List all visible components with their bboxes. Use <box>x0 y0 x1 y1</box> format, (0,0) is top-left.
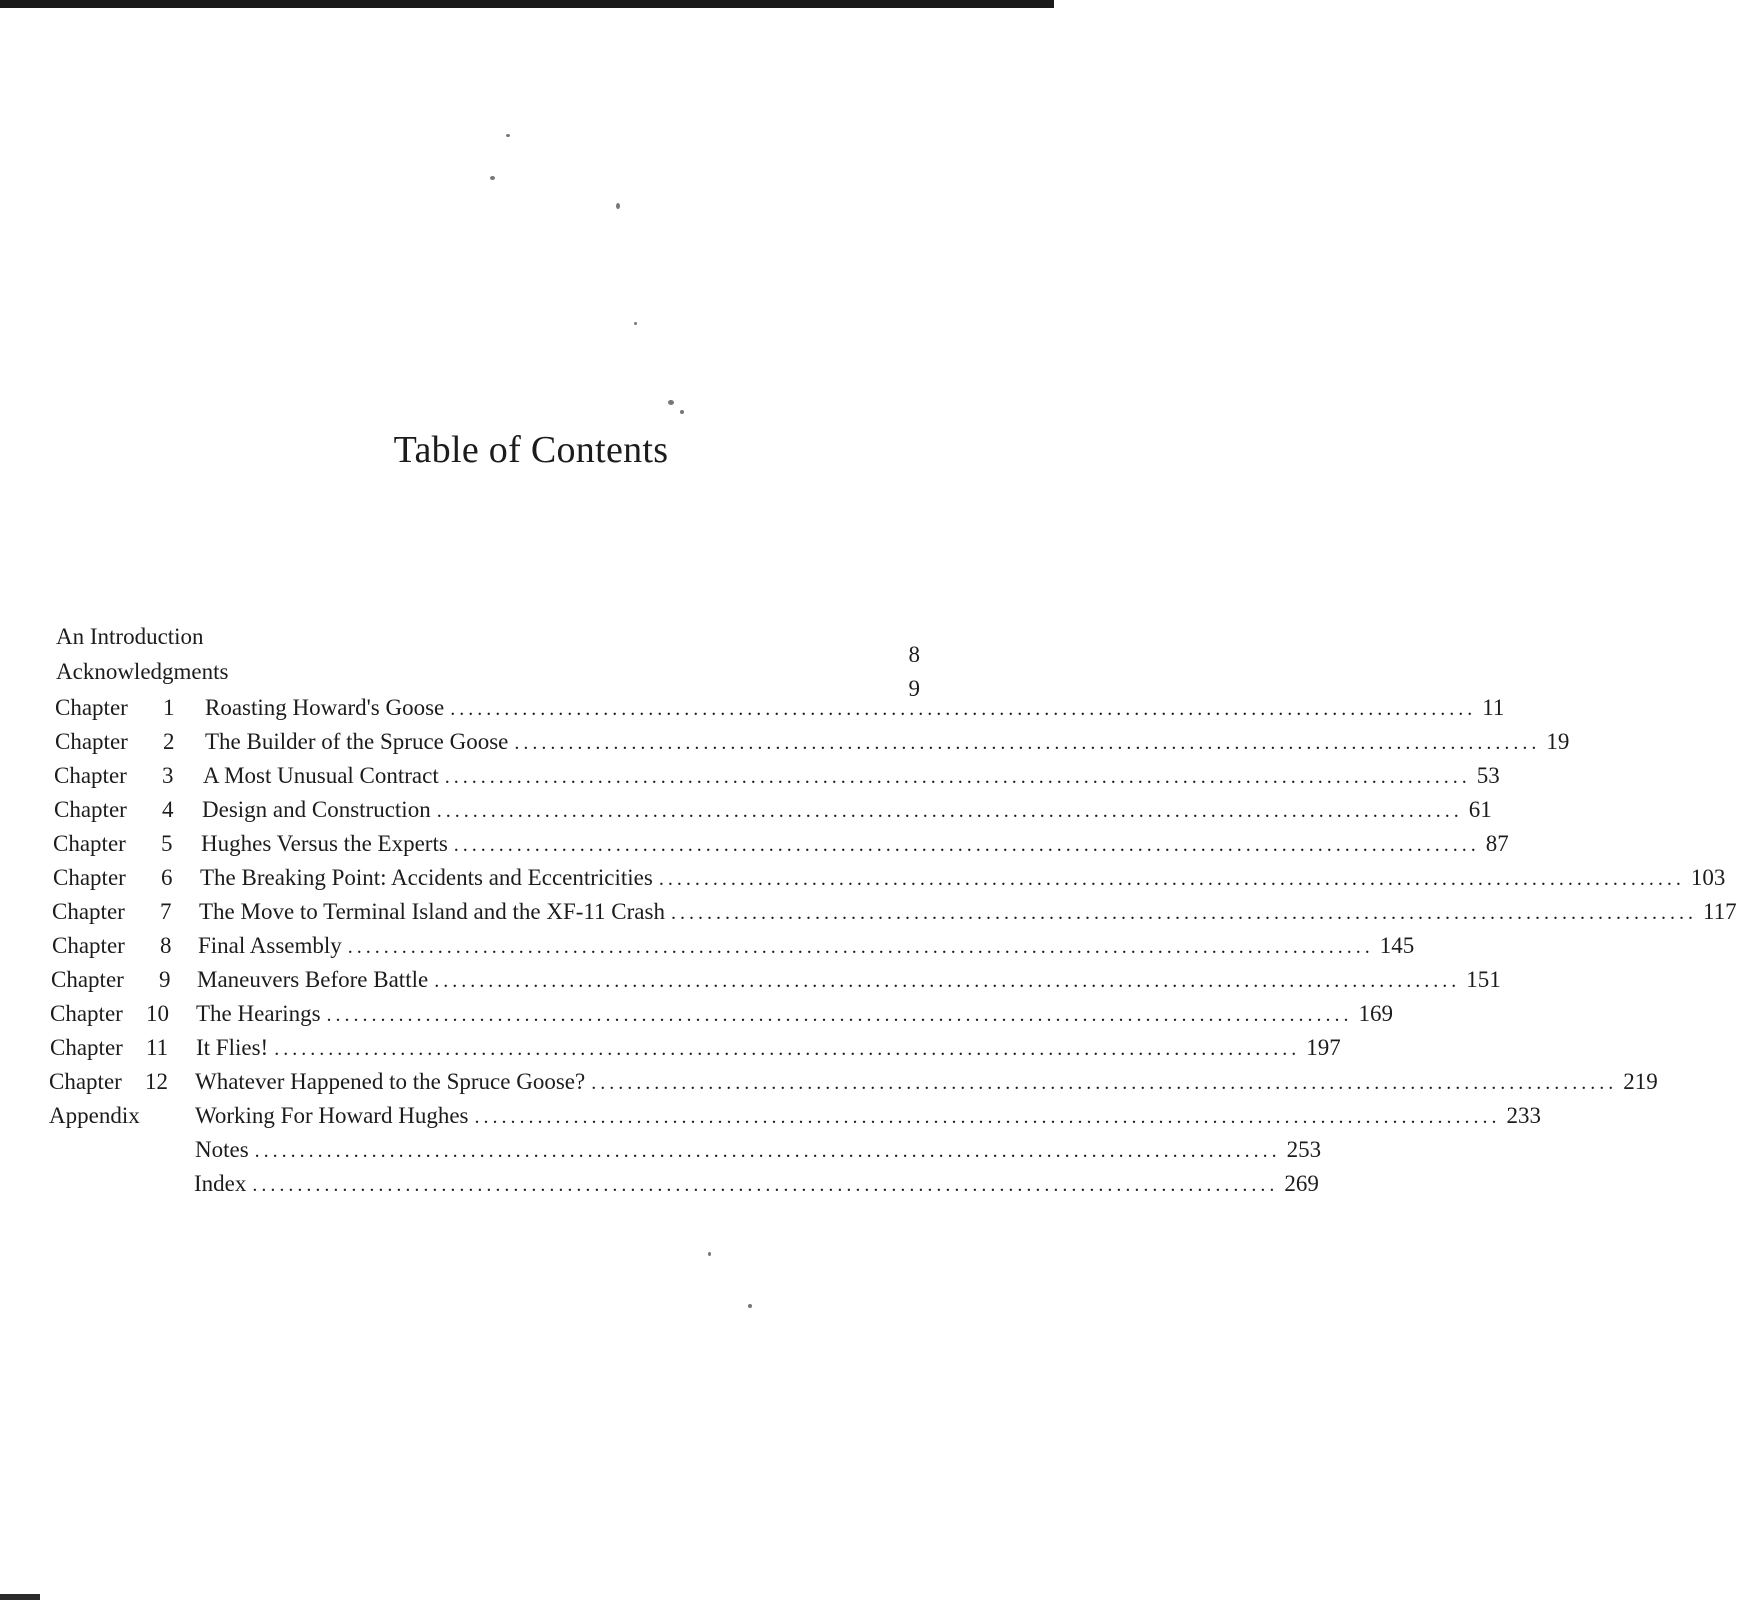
toc-entry-number: 3 <box>162 763 174 788</box>
dot-leader: .................................................................................................................. <box>450 698 1477 720</box>
toc-entry-label: Chapter <box>53 865 126 890</box>
toc-entry-label: Chapter <box>54 763 127 788</box>
toc-entry-label: Appendix <box>49 1103 140 1128</box>
dot-leader: .................................................................................................................. <box>326 1004 1353 1026</box>
toc-entry-title: It Flies! <box>196 1035 269 1060</box>
toc-entry-number: 5 <box>161 831 173 856</box>
toc-entry-title: Design and Construction <box>202 797 431 822</box>
toc-entry-page: 197 <box>1306 1035 1341 1060</box>
dot-leader: .................................................................................................................. <box>670 902 1697 924</box>
toc-entry-notes <box>49 1135 1322 1165</box>
toc-entry-page: 103 <box>1690 865 1726 890</box>
toc-entry-page: 8 <box>908 642 920 667</box>
toc-entry-chapter-2 <box>55 727 1570 757</box>
toc-entry-page: 53 <box>1476 763 1500 788</box>
toc-entry-label: Chapter <box>50 1035 123 1060</box>
page-title: Table of Contents <box>393 429 669 471</box>
toc-entry-label: Chapter <box>49 1069 122 1094</box>
dot-leader: .................................................................................................................. <box>444 766 1471 788</box>
toc-entry-title: The Breaking Point: Accidents and Eccentricities <box>200 865 653 890</box>
toc-entry-label: Chapter <box>55 695 128 720</box>
toc-entry-number: 4 <box>162 797 174 822</box>
toc-entry-chapter-6 <box>53 863 1726 893</box>
toc-entry-page: 61 <box>1468 797 1492 822</box>
toc-entry-label: Chapter <box>50 1001 123 1026</box>
toc-entry-page: 9 <box>908 676 920 701</box>
toc-entry-page: 19 <box>1546 729 1570 754</box>
toc-entry-label: Chapter <box>52 933 125 958</box>
toc-entry-number: 2 <box>163 729 175 754</box>
toc-entry-label: Chapter <box>53 831 126 856</box>
toc-entry-title: Acknowledgments <box>56 659 229 684</box>
toc-entry-number: 10 <box>146 1001 169 1026</box>
toc-entry-chapter-3 <box>54 761 1500 791</box>
toc-entry-page: 87 <box>1485 831 1509 856</box>
toc-entry-chapter-5 <box>53 829 1509 859</box>
toc-entry-acknowledgments <box>56 657 916 687</box>
toc-entry-title: The Hearings <box>196 1001 321 1026</box>
toc-entry-appendix <box>49 1101 1541 1131</box>
toc-entry-number: 12 <box>145 1069 168 1094</box>
toc-entry-page: 169 <box>1358 1001 1394 1026</box>
toc-entry-title: Roasting Howard's Goose <box>205 695 445 720</box>
toc-entry-title: The Move to Terminal Island and the XF-11 Crash <box>199 899 665 924</box>
toc-entry-chapter-8 <box>52 931 1415 961</box>
toc-entry-index <box>48 1169 1319 1199</box>
toc-entry-number: 1 <box>163 695 175 720</box>
toc-entry-title: Notes <box>195 1137 249 1162</box>
toc-entry-page: 269 <box>1284 1171 1319 1196</box>
toc-entry-title: Working For Howard Hughes <box>195 1103 469 1128</box>
dot-leader: .................................................................................................................. <box>347 936 1374 958</box>
toc-entry-introduction <box>56 622 916 652</box>
dot-leader: .................................................................................................................. <box>436 800 1463 822</box>
toc-entry-chapter-9 <box>51 965 1501 995</box>
toc-entry-title: A Most Unusual Contract <box>203 763 439 788</box>
toc-entry-chapter-7 <box>52 897 1737 927</box>
dot-leader: .................................................................................................................. <box>274 1038 1301 1060</box>
toc-entry-chapter-12 <box>49 1067 1658 1097</box>
toc-entry-chapter-1 <box>55 693 1505 723</box>
dot-leader: .................................................................................................................. <box>474 1106 1501 1128</box>
toc-entry-number: 7 <box>160 899 172 924</box>
toc-entry-page: 117 <box>1702 899 1737 924</box>
toc-entry-number: 8 <box>160 933 172 958</box>
toc-entry-title: Final Assembly <box>198 933 342 958</box>
dot-leader: .................................................................................................................. <box>591 1072 1618 1094</box>
dot-leader: .................................................................................................................. <box>514 732 1541 754</box>
dot-leader: .................................................................................................................. <box>252 1174 1279 1196</box>
toc-entry-number: 6 <box>161 865 173 890</box>
toc-entry-chapter-4 <box>54 795 1492 825</box>
toc-entry-number: 9 <box>159 967 171 992</box>
toc-entry-label: Chapter <box>51 967 124 992</box>
dot-leader: .................................................................................................................. <box>453 834 1480 856</box>
dot-leader: .................................................................................................................. <box>658 868 1685 890</box>
toc-entry-title: Index <box>194 1171 247 1196</box>
toc-entry-page: 151 <box>1466 967 1501 992</box>
toc-entry-page: 145 <box>1379 933 1415 958</box>
toc-entry-label: Chapter <box>55 729 128 754</box>
dot-leader: .................................................................................................................. <box>254 1140 1281 1162</box>
toc-entry-page: 219 <box>1623 1069 1658 1094</box>
toc-entry-page: 253 <box>1286 1137 1322 1162</box>
toc-entry-title: An Introduction <box>56 624 204 649</box>
toc-entry-label: Chapter <box>54 797 127 822</box>
dot-leader: .................................................................................................................. <box>434 970 1461 992</box>
toc-entry-page: 233 <box>1506 1103 1541 1128</box>
toc-entry-chapter-11 <box>50 1033 1341 1063</box>
toc-entry-title: Whatever Happened to the Spruce Goose? <box>195 1069 586 1094</box>
toc-entry-chapter-10 <box>50 999 1394 1029</box>
toc-entry-title: Hughes Versus the Experts <box>201 831 448 856</box>
toc-entry-page: 11 <box>1482 695 1505 720</box>
toc-entry-label: Chapter <box>52 899 125 924</box>
toc-entry-title: The Builder of the Spruce Goose <box>205 729 509 754</box>
toc-entry-number: 11 <box>146 1035 169 1060</box>
toc-entry-title: Maneuvers Before Battle <box>197 967 429 992</box>
